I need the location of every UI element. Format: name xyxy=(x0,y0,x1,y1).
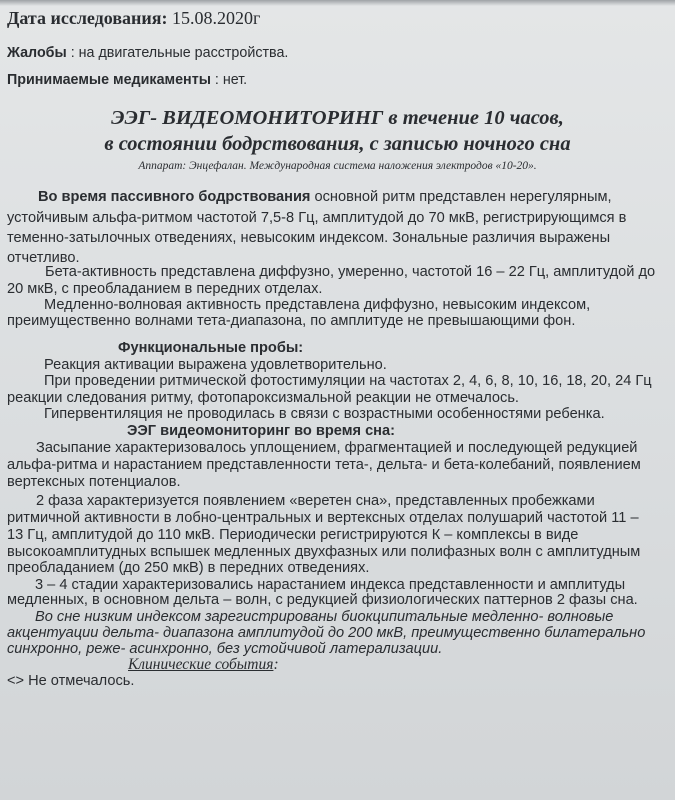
page-top-edge xyxy=(0,0,675,6)
events-value: <> Не отмечалось. xyxy=(7,673,135,689)
study-date-value: 15.08.2020г xyxy=(172,8,261,28)
report-title-line-1: ЭЭГ- ВИДЕОМОНИТОРИНГ в течение 10 часов, xyxy=(111,107,564,129)
sleep-line-5: ритмичной активности в лобно-центральных и вертексных отделах полушарий частотой 11 – xyxy=(7,510,639,526)
sleep-heading: ЭЭГ видеомониторинг во время сна: xyxy=(127,423,395,439)
functional-line-1: Реакция активации выражена удовлетворительно. xyxy=(44,357,387,373)
sleep-line-10: медленных, в основном дельта – волн, с редукцией физиологических паттернов 2 фазы сна. xyxy=(7,592,638,608)
passive-line-1-text: основной ритм представлен нерегулярным, xyxy=(314,189,612,205)
study-date xyxy=(7,8,260,29)
sleep-line-6: 13 Гц, амплитудой до 110 мкВ. Периодически регистрируются К – комплексы в виде xyxy=(7,527,579,543)
sleep-line-11: Во сне низким индексом зарегистрированы биокципитальные медленно- волновые xyxy=(35,609,614,625)
sleep-line-13: синхронно, реже- асинхронно, без устойчивой латерализации. xyxy=(7,641,443,657)
passive-line-7: Медленно-волновая активность представлена диффузно, невысоким индексом, xyxy=(44,297,591,313)
medications-label: Принимаемые медикаменты xyxy=(7,72,211,88)
report-title-line-2: в состоянии бодрствования, с записью ночного сна xyxy=(104,133,571,155)
passive-line-3: теменно-затылочных отведениях, невысоким индексом. Зональные различия выражены xyxy=(7,230,611,246)
sleep-line-2: альфа-ритма и нарастанием представленности тета-, дельта- и бета-колебаний, появлением xyxy=(7,457,641,473)
sleep-line-1: Засыпание характеризовалось уплощением, фрагментацией и последующей редукцией xyxy=(36,440,638,456)
sleep-line-9: 3 – 4 стадии характеризовались нарастанием индекса представленности и амплитуды xyxy=(35,577,626,593)
passive-heading: Во время пассивного бодрствования xyxy=(38,189,311,205)
sleep-line-7: высокоамплитудных вспышек медленных двухфазных или полифазных волн с амплитудным xyxy=(7,544,641,560)
complaints-row xyxy=(7,45,288,61)
events-heading: Клинические события xyxy=(128,656,274,673)
passive-line-8: преимущественно волнами тета-диапазона, по амплитуде не превышающими фон. xyxy=(7,313,576,329)
apparatus-note: Аппарат: Энцефалан. Международная система наложения электродов «10-20». xyxy=(138,160,537,172)
passive-line-4: отчетливо. xyxy=(7,250,80,266)
passive-line-5: Бета-активность представлена диффузно, умеренно, частотой 16 – 22 Гц, амплитудой до xyxy=(45,264,656,280)
complaints-label: Жалобы xyxy=(7,45,67,61)
sleep-line-4: 2 фаза характеризуется появлением «веретен сна», представленных пробежками xyxy=(36,493,595,509)
sleep-line-8: преобладанием (до 250 мкВ) в передних отведениях. xyxy=(7,560,370,576)
passive-line-6: 20 мкВ, с преобладанием в передних отделах. xyxy=(7,281,323,297)
functional-line-4: Гипервентиляция не проводилась в связи с возрастными особенностями ребенка. xyxy=(44,406,605,422)
functional-line-2: При проведении ритмической фотостимуляции на частотах 2, 4, 6, 8, 10, 16, 18, 20, 24 Гц xyxy=(44,373,652,389)
passive-para-line-1 xyxy=(38,189,612,205)
functional-heading: Функциональные пробы: xyxy=(118,340,304,356)
functional-line-3: реакции следования ритму, фотопароксизмальной реакции не отмечалось. xyxy=(7,390,519,406)
complaints-value: : на двигательные расстройства. xyxy=(70,45,289,61)
events-colon: : xyxy=(273,656,279,673)
sleep-line-12: акцентуации дельта- диапазона амплитудой до 200 мкВ, преимущественно билатерально xyxy=(7,625,646,641)
study-date-label: Дата исследования: xyxy=(7,8,168,28)
events-heading-row xyxy=(128,656,279,674)
passive-line-2: устойчивым альфа-ритмом частотой 7,5-8 Гц, амплитудой до 70 мкВ, регистрирующимся в xyxy=(7,210,627,226)
medications-row xyxy=(7,72,247,88)
medications-value: : нет. xyxy=(214,72,248,88)
sleep-line-3: вертексных потенциалов. xyxy=(7,474,181,490)
